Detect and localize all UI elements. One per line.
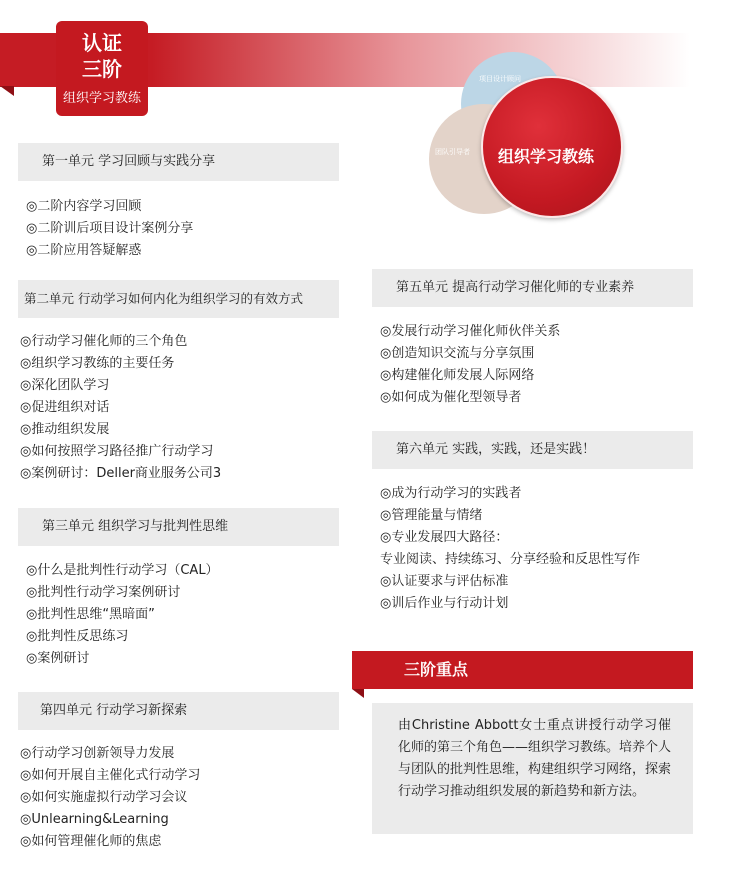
unit-6-list: [380, 483, 640, 615]
list-item: ◎批判性反思练习: [26, 629, 129, 644]
list-item: ◎组织学习教练的主要任务: [20, 356, 175, 371]
list-item: ◎Unlearning&Learning: [20, 812, 169, 827]
list-item: ◎促进组织对话: [20, 400, 110, 415]
unit-1-title: 第一单元 学习回顾与实践分享: [18, 143, 339, 181]
list-item: ◎如何管理催化师的焦虑: [20, 834, 162, 849]
list-item: ◎如何开展自主催化式行动学习: [20, 768, 201, 783]
unit-2-list: [20, 331, 221, 485]
list-item: 专业阅读、持续练习、分享经验和反思性写作: [380, 552, 641, 567]
list-item: ◎二阶内容学习回顾: [26, 199, 142, 214]
list-item: ◎如何按照学习路径推广行动学习: [20, 444, 214, 459]
venn-label-center: 组织学习教练: [498, 147, 595, 166]
list-item: ◎批判性思维“黑暗面”: [26, 607, 155, 622]
focus-title: 三阶重点: [352, 651, 693, 689]
unit-3-title: 第三单元 组织学习与批判性思维: [18, 508, 339, 546]
list-item: ◎深化团队学习: [20, 378, 110, 393]
list-item: ◎成为行动学习的实践者: [380, 486, 522, 501]
list-item: ◎行动学习催化师的三个角色: [20, 334, 188, 349]
list-item: ◎如何实施虚拟行动学习会议: [20, 790, 188, 805]
list-item: ◎推动组织发展: [20, 422, 110, 437]
list-item: ◎二阶应用答疑解惑: [26, 243, 142, 258]
venn-label-left: 团队引导者: [435, 148, 470, 156]
header-banner-fold: [0, 86, 14, 96]
list-item: ◎创造知识交流与分享氛围: [380, 346, 535, 361]
list-item: ◎如何成为催化型领导者: [380, 390, 522, 405]
unit-3-list: [26, 560, 219, 670]
list-item: ◎什么是批判性行动学习（CAL）: [26, 563, 219, 578]
certification-badge: [56, 21, 148, 116]
focus-bar-fold: [352, 689, 364, 698]
badge-title-line2: 三阶: [82, 57, 122, 81]
list-item: ◎案例研讨：Deller商业服务公司3: [20, 466, 222, 481]
list-item: ◎构建催化师发展人际网络: [380, 368, 535, 383]
unit-6-title: 第六单元 实践，实践，还是实践！: [372, 431, 693, 469]
list-item: ◎专业发展四大路径：: [380, 530, 509, 545]
list-item: ◎认证要求与评估标准: [380, 574, 509, 589]
list-item: ◎管理能量与情绪: [380, 508, 483, 523]
focus-description: 由Christine Abbott女士重点讲授行动学习催化师的第三个角色——组织学习教练。培养个人与团队的批判性思维，构建组织学习网络，探索行动学习推动组织发展的新趋势和新方法。: [372, 703, 693, 834]
venn-label-top: 项目设计顾问: [479, 75, 521, 83]
list-item: ◎训后作业与行动计划: [380, 596, 509, 611]
unit-5-list: [380, 321, 560, 409]
unit-2-title: 第二单元 行动学习如何内化为组织学习的有效方式: [18, 280, 339, 318]
unit-5-title: 第五单元 提高行动学习催化师的专业素养: [372, 269, 693, 307]
list-item: ◎案例研讨: [26, 651, 90, 666]
list-item: ◎行动学习创新领导力发展: [20, 746, 175, 761]
role-venn-diagram: [425, 52, 625, 232]
badge-subtitle: 组织学习教练: [62, 91, 141, 106]
badge-title-line1: 认证: [82, 31, 122, 55]
list-item: ◎批判性行动学习案例研讨: [26, 585, 181, 600]
unit-1-list: [26, 196, 193, 262]
list-item: ◎二阶训后项目设计案例分享: [26, 221, 194, 236]
unit-4-list: [20, 743, 200, 853]
unit-4-title: 第四单元 行动学习新探索: [18, 692, 339, 730]
list-item: ◎发展行动学习催化师伙伴关系: [380, 324, 561, 339]
